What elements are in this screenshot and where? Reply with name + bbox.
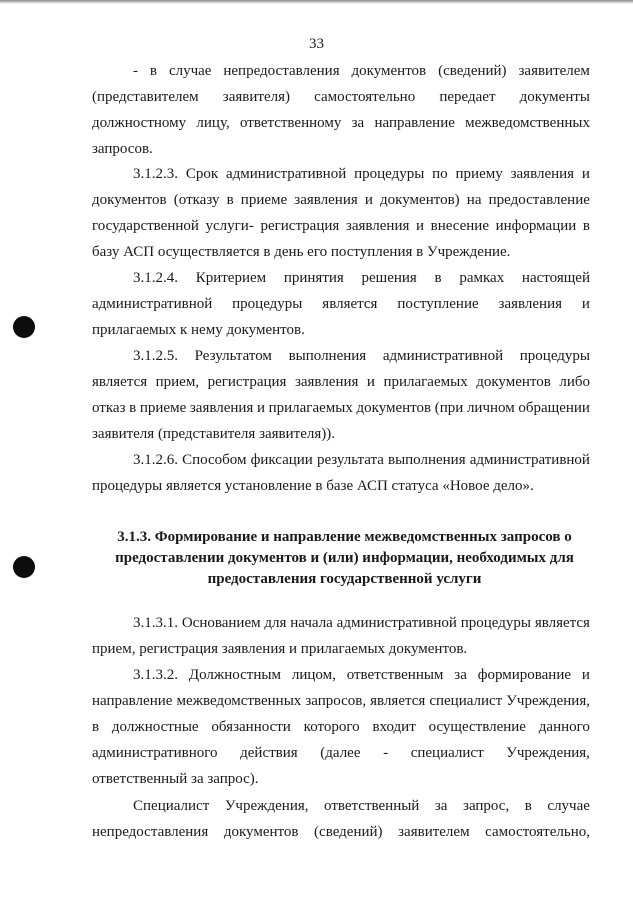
word: (при bbox=[434, 400, 464, 416]
word: документов) bbox=[380, 192, 460, 208]
word: начала bbox=[290, 615, 333, 631]
word: - bbox=[383, 745, 389, 761]
word: Критерием bbox=[195, 270, 267, 286]
punch-hole-upper bbox=[13, 316, 35, 338]
word: документов bbox=[476, 374, 551, 390]
word: решения bbox=[361, 270, 417, 286]
word: процедуры bbox=[232, 296, 303, 312]
word: и bbox=[256, 400, 265, 416]
word: самостоятельно, bbox=[485, 824, 590, 840]
word: прилагаемых bbox=[383, 374, 468, 390]
word: случае bbox=[547, 798, 590, 814]
paragraph-7-line-5: ответственный за запрос). bbox=[92, 771, 259, 787]
word: 3.1.2.6. bbox=[133, 452, 178, 468]
paragraph-3-line-3: прилагаемых к нему документов. bbox=[92, 322, 305, 338]
word: (представителем bbox=[92, 89, 199, 105]
word: документов bbox=[351, 63, 427, 79]
word: рамках bbox=[459, 270, 505, 286]
word: заявителем bbox=[518, 63, 590, 79]
word: отказ bbox=[92, 400, 126, 416]
paragraph-6-line-2: прием, регистрация заявления и прилагаемых документов. bbox=[92, 641, 468, 657]
word: случае bbox=[168, 63, 212, 79]
word: входит bbox=[372, 719, 416, 735]
paragraph-1-line-2 bbox=[92, 87, 590, 107]
word: заявления bbox=[498, 296, 563, 312]
word: процедуры bbox=[460, 615, 531, 631]
word: документов bbox=[356, 400, 432, 416]
paragraph-7-line-1 bbox=[133, 665, 590, 685]
word: 3.1.3.1. bbox=[133, 615, 178, 631]
word: заявления bbox=[510, 166, 575, 182]
word: Основанием bbox=[181, 615, 261, 631]
word: Специалист bbox=[133, 798, 210, 814]
section-heading-line-3: предоставления государственной услуги bbox=[207, 571, 482, 587]
word: за bbox=[434, 798, 448, 814]
word: за bbox=[351, 115, 365, 131]
word: непредоставления bbox=[223, 63, 340, 79]
word: 3.1.2.5. bbox=[133, 348, 178, 364]
paragraph-3-line-1 bbox=[133, 268, 590, 288]
word: действия bbox=[240, 745, 298, 761]
word: Должностным bbox=[188, 667, 281, 683]
paragraph-2-line-3 bbox=[92, 216, 590, 236]
paragraph-5-line-1 bbox=[133, 450, 590, 470]
word: и bbox=[581, 667, 590, 683]
word: принятия bbox=[283, 270, 344, 286]
word: является bbox=[534, 615, 590, 631]
word: специалист bbox=[429, 693, 503, 709]
word: документы bbox=[519, 89, 590, 105]
paragraph-1-line-1 bbox=[133, 61, 590, 81]
word: межведомственных bbox=[176, 693, 302, 709]
paragraph-7-line-4 bbox=[92, 743, 590, 763]
word: (сведений) bbox=[314, 824, 383, 840]
word: внесение bbox=[430, 218, 489, 234]
word: поступление bbox=[397, 296, 479, 312]
word: (сведений) bbox=[438, 63, 507, 79]
word: запросов, bbox=[305, 693, 367, 709]
word: и bbox=[416, 218, 425, 234]
word: является bbox=[322, 296, 378, 312]
word: Учреждения, bbox=[506, 745, 590, 761]
word: 3.1.3.2. bbox=[133, 667, 178, 683]
word: на bbox=[466, 192, 482, 208]
paragraph-2-line-2 bbox=[92, 190, 590, 210]
word: (отказу bbox=[173, 192, 220, 208]
section-heading-line-2: предоставлении документов и (или) информации, необходимых для bbox=[115, 550, 574, 566]
word: либо bbox=[559, 374, 590, 390]
word: в bbox=[149, 63, 158, 79]
word: Учреждения, bbox=[224, 798, 309, 814]
word: направление bbox=[374, 115, 455, 131]
word: межведомственных bbox=[465, 115, 590, 131]
word: прием, bbox=[155, 374, 200, 390]
word: должностные bbox=[111, 719, 199, 735]
paragraph-8-line-2 bbox=[92, 822, 590, 842]
section-heading-line-1: 3.1.3. Формирование и направление межведомственных запросов о bbox=[117, 529, 572, 545]
word: личном bbox=[466, 400, 515, 416]
word: которого bbox=[303, 719, 360, 735]
word: лицу, bbox=[196, 115, 230, 131]
word: процедуры bbox=[354, 166, 425, 182]
paragraph-1-line-4: запросов. bbox=[92, 141, 153, 157]
word: Способом bbox=[182, 452, 247, 468]
word: заявления bbox=[189, 400, 254, 416]
word: административной bbox=[92, 296, 213, 312]
word: административной bbox=[382, 348, 504, 364]
paragraph-5-line-2: процедуры является установление в базе АСП статуса «Новое дело». bbox=[92, 478, 534, 494]
word: административного bbox=[92, 745, 218, 761]
word: документов bbox=[92, 192, 167, 208]
word: обращении bbox=[518, 400, 590, 416]
paragraph-4-line-4: заявителя (представителя заявителя)). bbox=[92, 426, 335, 442]
paragraph-7-line-3 bbox=[92, 717, 590, 737]
word: Учреждения, bbox=[506, 693, 590, 709]
word: административной bbox=[469, 452, 590, 468]
word: осуществление bbox=[428, 719, 526, 735]
word: приеме bbox=[139, 400, 187, 416]
word: является bbox=[92, 374, 148, 390]
word: формирование bbox=[477, 667, 572, 683]
word: - bbox=[133, 63, 138, 79]
word: административной bbox=[225, 166, 347, 182]
word: направление bbox=[92, 693, 173, 709]
word: специалист bbox=[410, 745, 484, 761]
word: документов bbox=[223, 824, 299, 840]
word: Результатом bbox=[194, 348, 272, 364]
word: должностному bbox=[92, 115, 187, 131]
punch-hole-lower bbox=[13, 556, 35, 578]
word: обязанности bbox=[211, 719, 291, 735]
paragraph-6-line-1 bbox=[133, 613, 590, 633]
paragraph-2-line-1 bbox=[133, 164, 590, 184]
word: заявления bbox=[345, 218, 410, 234]
word: выполнения bbox=[288, 348, 367, 364]
word: административной bbox=[336, 615, 457, 631]
word: заявления bbox=[294, 192, 358, 208]
word: самостоятельно bbox=[314, 89, 416, 105]
word: данного bbox=[538, 719, 590, 735]
paragraph-4-line-3 bbox=[92, 398, 590, 418]
word: Срок bbox=[185, 166, 219, 182]
word: ответственным bbox=[346, 667, 444, 683]
word: в bbox=[524, 798, 532, 814]
word: приему bbox=[455, 166, 503, 182]
word: за bbox=[454, 667, 467, 683]
word: является bbox=[370, 693, 426, 709]
word: в bbox=[92, 719, 100, 735]
paragraph-8-line-1 bbox=[133, 796, 590, 816]
paragraph-3-line-2 bbox=[92, 294, 590, 314]
word: (далее bbox=[320, 745, 361, 761]
word: настоящей bbox=[521, 270, 590, 286]
word: для bbox=[264, 615, 287, 631]
word: ответственный bbox=[324, 798, 420, 814]
paragraph-4-line-1 bbox=[133, 346, 590, 366]
word: заявления bbox=[294, 374, 359, 390]
word: и bbox=[581, 166, 590, 182]
word: и bbox=[364, 192, 373, 208]
word: запрос, bbox=[463, 798, 510, 814]
word: услуги- bbox=[205, 218, 254, 234]
word: в bbox=[434, 270, 442, 286]
word: 3.1.2.3. bbox=[133, 166, 178, 182]
word: регистрация bbox=[207, 374, 287, 390]
word: и bbox=[366, 374, 375, 390]
word: информации bbox=[495, 218, 577, 234]
word: государственной bbox=[92, 218, 199, 234]
paragraph-4-line-2 bbox=[92, 372, 590, 392]
word: прилагаемых bbox=[268, 400, 353, 416]
word: предоставление bbox=[488, 192, 590, 208]
word: 3.1.2.4. bbox=[133, 270, 178, 286]
word: фиксации bbox=[250, 452, 313, 468]
word: в bbox=[226, 192, 234, 208]
word: выполнения bbox=[387, 452, 466, 468]
word: передает bbox=[439, 89, 496, 105]
paragraph-1-line-3 bbox=[92, 113, 590, 133]
word: непредоставления bbox=[92, 824, 209, 840]
paragraph-7-line-2 bbox=[92, 691, 590, 711]
word: и bbox=[581, 296, 590, 312]
word: результата bbox=[316, 452, 384, 468]
word: в bbox=[129, 400, 137, 416]
word: процедуры bbox=[519, 348, 590, 364]
word: заявителя) bbox=[222, 89, 290, 105]
scan-top-edge bbox=[0, 0, 633, 4]
word: приеме bbox=[240, 192, 288, 208]
page-number: 33 bbox=[309, 36, 324, 52]
word: ответственному bbox=[239, 115, 342, 131]
paragraph-2-line-4: базу АСП осуществляется в день его поступления в Учреждение. bbox=[92, 244, 511, 260]
word: в bbox=[582, 218, 590, 234]
word: регистрация bbox=[260, 218, 340, 234]
word: по bbox=[432, 166, 448, 182]
word: заявителем bbox=[398, 824, 470, 840]
word: лицом, bbox=[291, 667, 336, 683]
